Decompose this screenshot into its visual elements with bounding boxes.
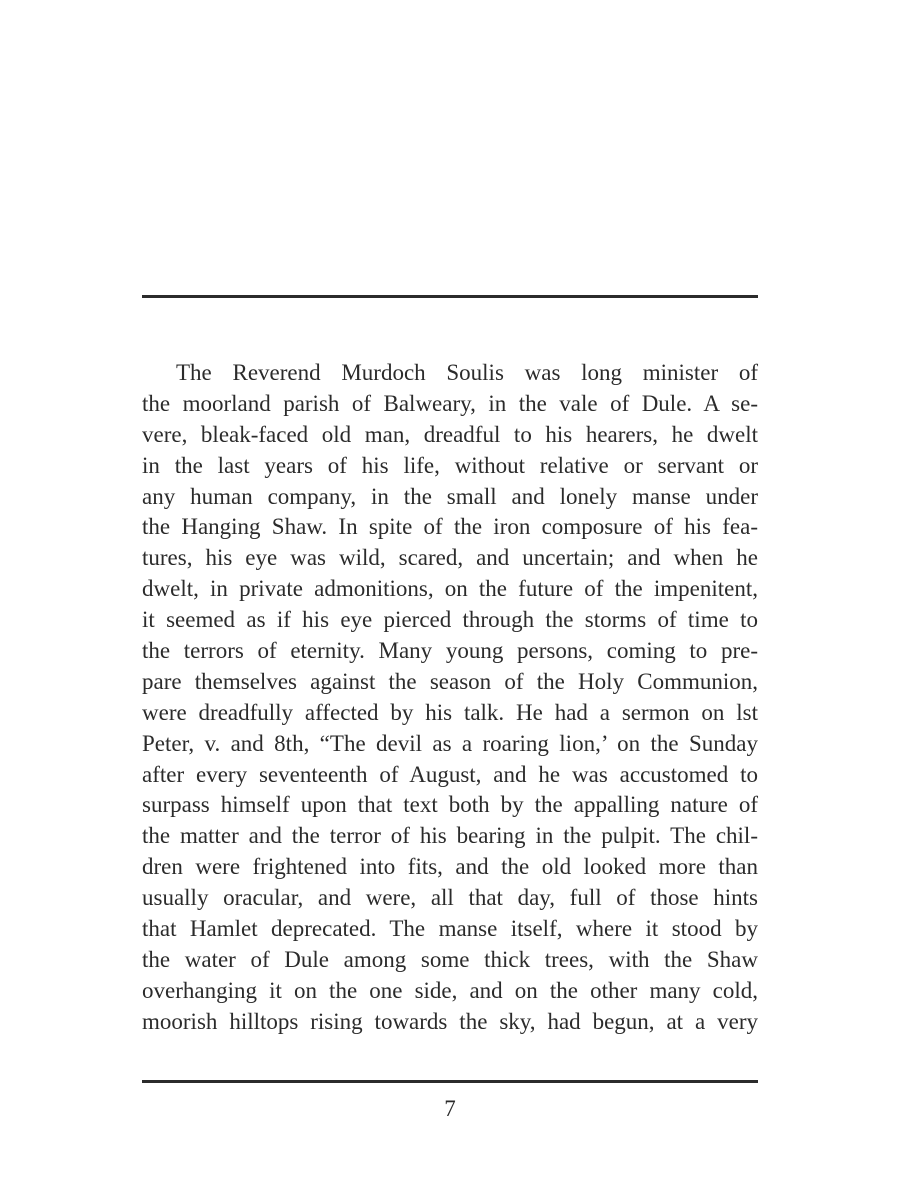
text-line: Peter, v. and 8th, “The devil as a roaring lion,’ on the Sunday (142, 730, 758, 756)
header-rule (142, 295, 758, 298)
footer-rule (142, 1080, 758, 1083)
text-line: dwelt, in private admonitions, on the future of the impenitent, (142, 576, 758, 602)
text-line: pare themselves against the season of the Holy Communion, (142, 668, 758, 694)
text-line: after every seventeenth of August, and he was accustomed to (142, 761, 758, 787)
text-line: the Hanging Shaw. In spite of the iron composure of his fea- (142, 514, 758, 540)
text-line: tures, his eye was wild, scared, and uncertain; and when he (142, 545, 758, 571)
text-line: usually oracular, and were, all that day, full of those hints (142, 885, 758, 911)
text-line: vere, bleak-faced old man, dreadful to his hearers, he dwelt (142, 421, 758, 447)
text-line: moorish hilltops rising towards the sky, had begun, at a very (142, 1008, 758, 1034)
text-line: in the last years of his life, without relative or servant or (142, 452, 758, 478)
body-paragraph (142, 358, 758, 1038)
text-line: overhanging it on the one side, and on the other many cold, (142, 977, 758, 1003)
text-line: any human company, in the small and lonely manse under (142, 483, 758, 509)
page-number: 7 (444, 1096, 456, 1121)
text-line: The Reverend Murdoch Soulis was long minister of (176, 360, 758, 385)
text-line: the water of Dule among some thick trees, with the Shaw (142, 946, 758, 972)
text-line: the moorland parish of Balweary, in the vale of Dule. A se- (142, 390, 758, 416)
text-line: the matter and the terror of his bearing in the pulpit. The chil- (142, 823, 758, 849)
text-line: the terrors of eternity. Many young persons, coming to pre- (142, 638, 758, 664)
text-line: that Hamlet deprecated. The manse itself, where it stood by (142, 916, 758, 942)
text-line: surpass himself upon that text both by the appalling nature of (142, 792, 758, 818)
text-line: dren were frightened into fits, and the old looked more than (142, 854, 758, 880)
text-line: were dreadfully affected by his talk. He had a sermon on lst (142, 699, 758, 725)
text-line: it seemed as if his eye pierced through the storms of time to (142, 607, 758, 633)
